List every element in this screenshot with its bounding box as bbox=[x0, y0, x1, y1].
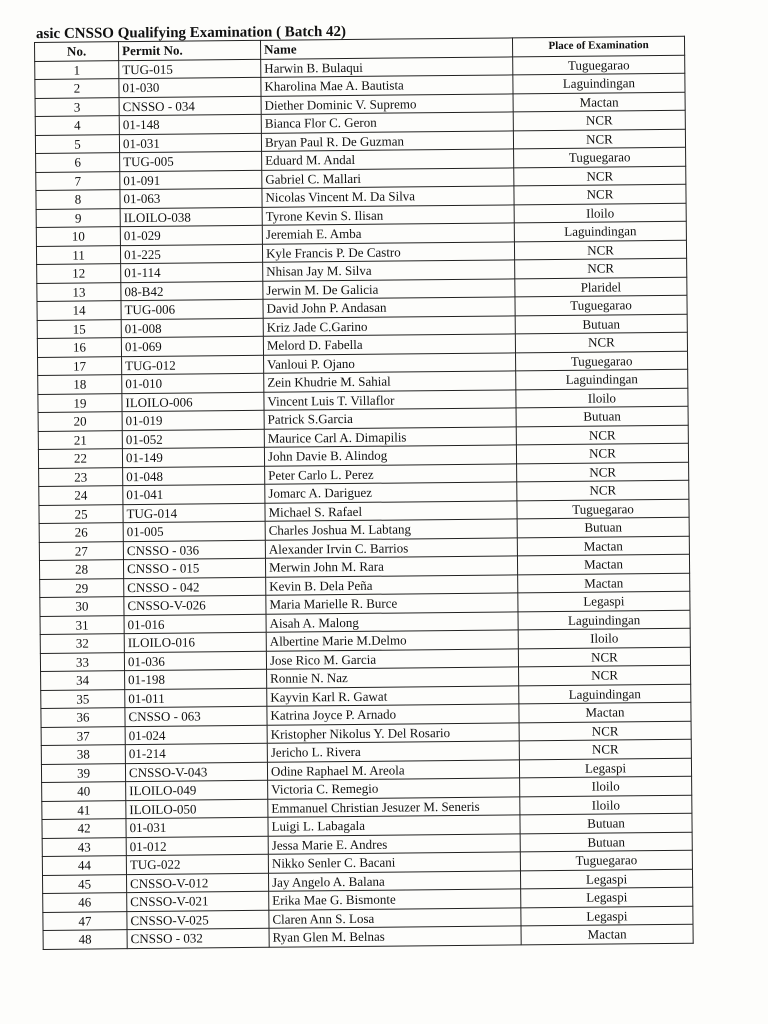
exam-place: Mactan bbox=[519, 702, 691, 722]
examinee-name: Maria Marielle R. Burce bbox=[266, 593, 518, 614]
examinee-name: Nikko Senler C. Bacani bbox=[268, 852, 520, 873]
row-number: 27 bbox=[39, 541, 123, 560]
row-number: 3 bbox=[35, 97, 119, 116]
row-number: 14 bbox=[37, 301, 121, 320]
row-number: 12 bbox=[37, 264, 121, 283]
permit-number: 01-149 bbox=[122, 447, 264, 467]
page-title: asic CNSSO Qualifying Examination ( Batch 42) bbox=[35, 23, 347, 43]
row-number: 8 bbox=[36, 190, 120, 209]
exam-place: Mactan bbox=[513, 92, 685, 112]
examinee-name: David John P. Andasan bbox=[263, 297, 515, 318]
exam-place: Laguindingan bbox=[516, 369, 688, 389]
exam-place: Iloilo bbox=[520, 776, 692, 796]
exam-place: Butuan bbox=[516, 406, 688, 426]
examinee-name: Albertine Marie M.Delmo bbox=[266, 630, 518, 651]
row-number: 7 bbox=[36, 171, 120, 190]
permit-number: 01-091 bbox=[120, 170, 262, 190]
row-number: 2 bbox=[35, 79, 119, 98]
permit-number: 01-008 bbox=[121, 318, 263, 338]
row-number: 44 bbox=[42, 856, 126, 875]
examinee-name: Aisah A. Malong bbox=[266, 611, 518, 632]
row-number: 31 bbox=[40, 615, 124, 634]
examinee-name: Kriz Jade C.Garino bbox=[263, 315, 515, 336]
row-number: 4 bbox=[35, 116, 119, 135]
examinee-name: Eduard M. Andal bbox=[262, 149, 514, 170]
row-number: 35 bbox=[41, 689, 125, 708]
examinee-name: Katrina Joyce P. Arnado bbox=[267, 704, 519, 725]
permit-number: 01-031 bbox=[119, 133, 261, 153]
exam-place: Iloilo bbox=[520, 795, 692, 815]
row-number: 43 bbox=[42, 837, 126, 856]
permit-number: CNSSO-V-026 bbox=[124, 595, 266, 615]
row-number: 48 bbox=[43, 930, 127, 949]
permit-number: 01-052 bbox=[122, 429, 264, 449]
row-number: 5 bbox=[35, 134, 119, 153]
exam-place: Tuguegarao bbox=[517, 499, 689, 519]
permit-number: 01-019 bbox=[122, 410, 264, 430]
permit-number: CNSSO-V-021 bbox=[127, 891, 269, 911]
examinee-name: Jose Rico M. Garcia bbox=[266, 648, 518, 669]
examinee-name: Jerwin M. De Galicia bbox=[263, 278, 515, 299]
row-number: 39 bbox=[41, 763, 125, 782]
exam-place: NCR bbox=[519, 665, 691, 685]
permit-number: 01-048 bbox=[123, 466, 265, 486]
exam-place: Butuan bbox=[520, 813, 692, 833]
row-number: 33 bbox=[40, 652, 124, 671]
row-number: 26 bbox=[39, 523, 123, 542]
header-permit: Permit No. bbox=[119, 40, 261, 60]
permit-number: CNSSO-V-012 bbox=[126, 873, 268, 893]
row-number: 34 bbox=[41, 671, 125, 690]
row-number: 20 bbox=[38, 412, 122, 431]
exam-place: Legaspi bbox=[520, 869, 692, 889]
examinee-name: Ryan Glen M. Belnas bbox=[269, 926, 521, 947]
permit-number: 01-225 bbox=[120, 244, 262, 264]
row-number: 6 bbox=[36, 153, 120, 172]
examinee-name: Jericho L. Rivera bbox=[267, 741, 519, 762]
row-number: 19 bbox=[38, 393, 122, 412]
row-number: 47 bbox=[43, 911, 127, 930]
permit-number: 01-029 bbox=[120, 225, 262, 245]
permit-number: TUG-012 bbox=[122, 355, 264, 375]
row-number: 37 bbox=[41, 726, 125, 745]
exam-place: NCR bbox=[514, 184, 686, 204]
exam-place: Tuguegarao bbox=[520, 850, 692, 870]
permit-number: CNSSO - 036 bbox=[123, 540, 265, 560]
row-number: 42 bbox=[42, 819, 126, 838]
row-number: 38 bbox=[41, 745, 125, 764]
permit-number: 01-148 bbox=[119, 114, 261, 134]
examinee-name: Kharolina Mae A. Bautista bbox=[261, 75, 513, 96]
examinee-name: Jessa Marie E. Andres bbox=[268, 833, 520, 854]
permit-number: CNSSO-V-043 bbox=[125, 762, 267, 782]
exam-place: NCR bbox=[515, 258, 687, 278]
row-number: 24 bbox=[39, 486, 123, 505]
examinee-name: Tyrone Kevin S. Ilisan bbox=[262, 204, 514, 225]
permit-number: 01-005 bbox=[123, 521, 265, 541]
examinee-name: Alexander Irvin C. Barrios bbox=[265, 537, 517, 558]
exam-place: Mactan bbox=[517, 536, 689, 556]
row-number: 15 bbox=[37, 319, 121, 338]
row-number: 46 bbox=[43, 893, 127, 912]
permit-number: CNSSO - 034 bbox=[119, 96, 261, 116]
examinee-name: Harwin B. Bulaqui bbox=[261, 56, 513, 77]
row-number: 30 bbox=[40, 597, 124, 616]
permit-number: TUG-015 bbox=[119, 59, 261, 79]
permit-number: ILOILO-050 bbox=[126, 799, 268, 819]
exam-place: Butuan bbox=[520, 832, 692, 852]
exam-place: NCR bbox=[513, 129, 685, 149]
exam-place: Iloilo bbox=[514, 203, 686, 223]
examinee-name: Kristopher Nikolus Y. Del Rosario bbox=[267, 722, 519, 743]
exam-place: Butuan bbox=[517, 517, 689, 537]
permit-number: CNSSO-V-025 bbox=[127, 910, 269, 930]
row-number: 13 bbox=[37, 282, 121, 301]
permit-number: 01-010 bbox=[122, 373, 264, 393]
permit-number: 01-041 bbox=[123, 484, 265, 504]
permit-number: CNSSO - 042 bbox=[124, 577, 266, 597]
permit-number: 01-016 bbox=[124, 614, 266, 634]
row-number: 18 bbox=[38, 375, 122, 394]
row-number: 10 bbox=[36, 227, 120, 246]
row-number: 29 bbox=[40, 578, 124, 597]
header-name: Name bbox=[260, 38, 512, 59]
header-place: Place of Examination bbox=[512, 36, 684, 56]
permit-number: TUG-006 bbox=[121, 299, 263, 319]
exam-place: Iloilo bbox=[518, 628, 690, 648]
exam-place: Laguindingan bbox=[518, 610, 690, 630]
exam-place: Laguindingan bbox=[514, 221, 686, 241]
permit-number: ILOILO-038 bbox=[120, 207, 262, 227]
row-number: 28 bbox=[39, 560, 123, 579]
examinee-name: Gabriel C. Mallari bbox=[262, 167, 514, 188]
row-number: 11 bbox=[36, 245, 120, 264]
permit-number: TUG-022 bbox=[126, 854, 268, 874]
row-number: 17 bbox=[38, 356, 122, 375]
exam-place: NCR bbox=[518, 647, 690, 667]
exam-place: Laguindingan bbox=[513, 73, 685, 93]
permit-number: CNSSO - 032 bbox=[127, 928, 269, 948]
row-number: 21 bbox=[38, 430, 122, 449]
row-number: 36 bbox=[41, 708, 125, 727]
examinee-name: Kevin B. Dela Peña bbox=[266, 574, 518, 595]
row-number: 45 bbox=[42, 874, 126, 893]
row-number: 1 bbox=[35, 60, 119, 79]
examinee-name: Kyle Francis P. De Castro bbox=[262, 241, 514, 262]
exam-place: NCR bbox=[517, 462, 689, 482]
examinee-name: Emmanuel Christian Jesuzer M. Seneris bbox=[268, 796, 520, 817]
examinee-name: Diether Dominic V. Supremo bbox=[261, 93, 513, 114]
exam-place: NCR bbox=[516, 443, 688, 463]
examinee-table bbox=[34, 36, 694, 950]
examinee-name: Bianca Flor C. Geron bbox=[261, 112, 513, 133]
table-body bbox=[35, 55, 693, 949]
exam-place: Laguindingan bbox=[519, 684, 691, 704]
examinee-name: John Davie B. Alindog bbox=[264, 445, 516, 466]
permit-number: ILOILO-049 bbox=[126, 780, 268, 800]
examinee-name: Erika Mae G. Bismonte bbox=[269, 889, 521, 910]
examinee-name: Luigi L. Labagala bbox=[268, 815, 520, 836]
permit-number: 01-198 bbox=[125, 669, 267, 689]
exam-place: NCR bbox=[517, 480, 689, 500]
exam-place: Plaridel bbox=[515, 277, 687, 297]
exam-place: Legaspi bbox=[518, 591, 690, 611]
permit-number: 08-B42 bbox=[121, 281, 263, 301]
row-number: 25 bbox=[39, 504, 123, 523]
exam-place: NCR bbox=[519, 721, 691, 741]
exam-place: NCR bbox=[513, 110, 685, 130]
permit-number: TUG-005 bbox=[120, 151, 262, 171]
exam-place: Iloilo bbox=[516, 388, 688, 408]
permit-number: CNSSO - 015 bbox=[123, 558, 265, 578]
permit-number: 01-011 bbox=[125, 688, 267, 708]
examinee-name: Claren Ann S. Losa bbox=[269, 907, 521, 928]
permit-number: 01-114 bbox=[121, 262, 263, 282]
examinee-name: Jeremiah E. Amba bbox=[262, 223, 514, 244]
permit-number: 01-036 bbox=[124, 651, 266, 671]
permit-number: 01-030 bbox=[119, 77, 261, 97]
row-number: 22 bbox=[38, 449, 122, 468]
row-number: 32 bbox=[40, 634, 124, 653]
row-number: 16 bbox=[37, 338, 121, 357]
examinee-name: Ronnie N. Naz bbox=[267, 667, 519, 688]
exam-place: NCR bbox=[514, 240, 686, 260]
examinee-name: Vanloui P. Ojano bbox=[264, 352, 516, 373]
exam-place: NCR bbox=[515, 332, 687, 352]
permit-number: 01-031 bbox=[126, 817, 268, 837]
examinee-name: Jomarc A. Dariguez bbox=[265, 482, 517, 503]
examinee-name: Nicolas Vincent M. Da Silva bbox=[262, 186, 514, 207]
permit-number: 01-024 bbox=[125, 725, 267, 745]
results-sheet bbox=[34, 36, 693, 950]
examinee-name: Michael S. Rafael bbox=[265, 500, 517, 521]
row-number: 40 bbox=[42, 782, 126, 801]
examinee-name: Nhisan Jay M. Silva bbox=[263, 260, 515, 281]
header-no: No. bbox=[35, 42, 119, 61]
permit-number: 01-063 bbox=[120, 188, 262, 208]
exam-place: Legaspi bbox=[521, 887, 693, 907]
examinee-name: Merwin John M. Rara bbox=[265, 556, 517, 577]
exam-place: NCR bbox=[514, 166, 686, 186]
permit-number: ILOILO-006 bbox=[122, 392, 264, 412]
examinee-name: Jay Angelo A. Balana bbox=[268, 870, 520, 891]
examinee-name: Victoria C. Remegio bbox=[268, 778, 520, 799]
exam-place: Tuguegarao bbox=[515, 295, 687, 315]
examinee-name: Odine Raphael M. Areola bbox=[267, 759, 519, 780]
permit-number: TUG-014 bbox=[123, 503, 265, 523]
examinee-name: Zein Khudrie M. Sahial bbox=[264, 371, 516, 392]
row-number: 41 bbox=[42, 800, 126, 819]
permit-number: 01-214 bbox=[125, 743, 267, 763]
exam-place: Legaspi bbox=[519, 758, 691, 778]
exam-place: Mactan bbox=[517, 554, 689, 574]
row-number: 23 bbox=[39, 467, 123, 486]
exam-place: Legaspi bbox=[521, 906, 693, 926]
row-number: 9 bbox=[36, 208, 120, 227]
permit-number: 01-012 bbox=[126, 836, 268, 856]
examinee-name: Bryan Paul R. De Guzman bbox=[261, 130, 513, 151]
examinee-name: Vincent Luis T. Villaflor bbox=[264, 389, 516, 410]
exam-place: Butuan bbox=[515, 314, 687, 334]
exam-place: Mactan bbox=[518, 573, 690, 593]
exam-place: NCR bbox=[519, 739, 691, 759]
exam-place: NCR bbox=[516, 425, 688, 445]
examinee-name: Maurice Carl A. Dimapilis bbox=[264, 426, 516, 447]
permit-number: CNSSO - 063 bbox=[125, 706, 267, 726]
exam-place: Tuguegarao bbox=[513, 55, 685, 75]
exam-place: Mactan bbox=[521, 924, 693, 944]
permit-number: ILOILO-016 bbox=[124, 632, 266, 652]
examinee-name: Melord D. Fabella bbox=[263, 334, 515, 355]
examinee-name: Patrick S.Garcia bbox=[264, 408, 516, 429]
examinee-name: Peter Carlo L. Perez bbox=[265, 463, 517, 484]
examinee-name: Charles Joshua M. Labtang bbox=[265, 519, 517, 540]
exam-place: Tuguegarao bbox=[516, 351, 688, 371]
permit-number: 01-069 bbox=[121, 336, 263, 356]
examinee-name: Kayvin Karl R. Gawat bbox=[267, 685, 519, 706]
exam-place: Tuguegarao bbox=[514, 147, 686, 167]
